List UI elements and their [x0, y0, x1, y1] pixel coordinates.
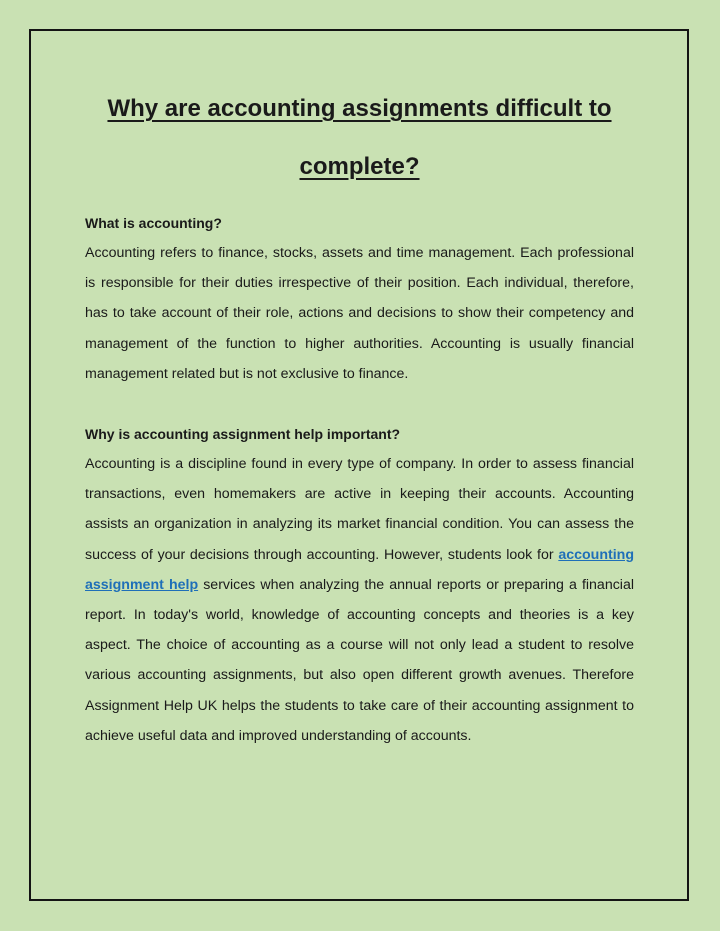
section-paragraph [85, 449, 634, 751]
section-what-is-accounting [85, 208, 634, 389]
document-title: Why are accounting assignments difficult to complete? [107, 95, 612, 180]
accounting-assignment-help-link[interactable]: accounting assignment help [85, 546, 634, 593]
section-why-important [85, 419, 634, 751]
section-heading: What is accounting? [85, 215, 222, 231]
section-heading: Why is accounting assignment help important? [85, 426, 401, 443]
section-paragraph: Accounting refers to finance, stocks, assets and time management. Each professional is responsible for their duties irrespective of their position. Each individual, therefore, has to take account of their role, actions and decisions to show their competency and management of the function to higher authorities. Accounting is usually financial management related but is not exclusive to finance. [85, 245, 634, 382]
paragraph-text-after-link: services when analyzing the annual reports or preparing a financial report. In today's world, knowledge of accounting concepts and theories is a key aspect. The choice of accounting as a course will not only lead a student to resolve various accounting assignments, but also open different growth avenues. Therefore Assignment Help UK helps the students to take care of their accounting assignment to achieve useful data and improved understanding of accounts. [85, 576, 634, 744]
paragraph-text-before-link: Accounting is a discipline found in every type of company. In order to assess financial transactions, even homemakers are active in keeping their accounts. Accounting assists an organization in analyzing its market financial condition. You can assess the success of your decisions through accounting. However, students look for [85, 456, 634, 563]
document-content [85, 80, 634, 751]
